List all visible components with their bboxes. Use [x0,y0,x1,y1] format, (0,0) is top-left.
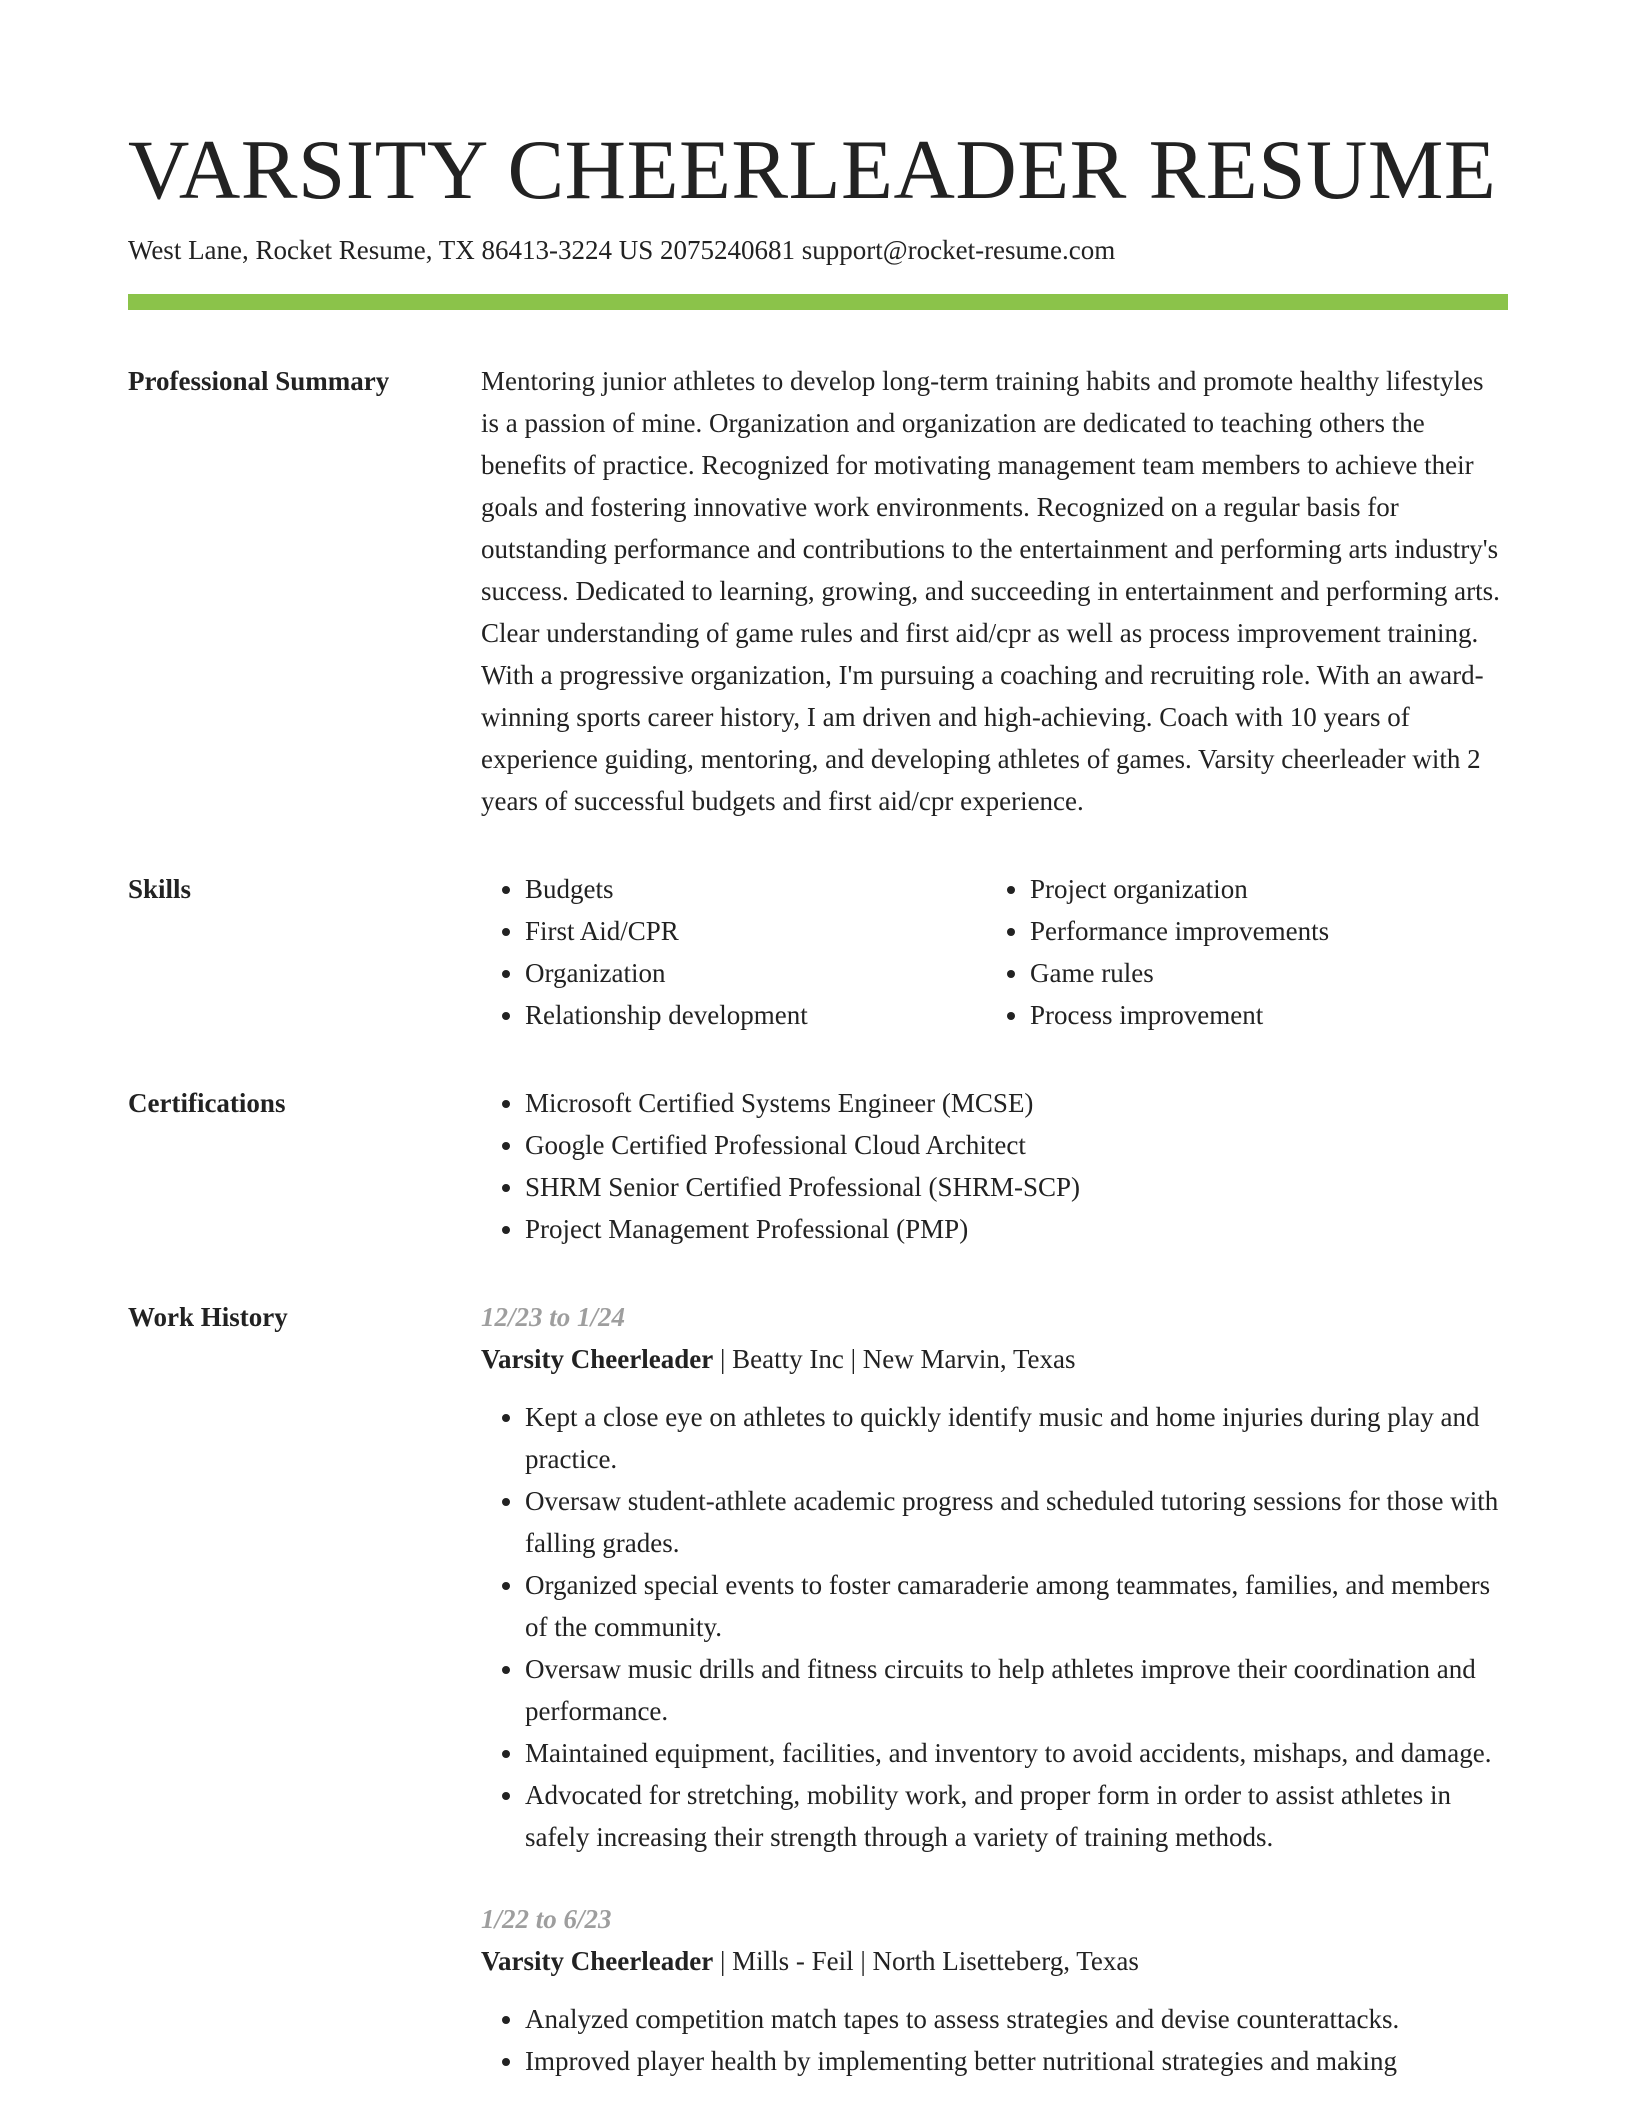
job-dates: 1/22 to 6/23 [481,1904,612,1934]
job-duty-item: • Kept a close eye on athletes to quickly identify music and home injuries during play and practice. [525,1396,1508,1480]
certification-item: • SHRM Senior Certified Professional (SHRM-SCP) [525,1166,1508,1208]
job-duty-item: • Maintained equipment, facilities, and inventory to avoid accidents, mishaps, and damage. [525,1732,1508,1774]
job-heading [481,1338,1508,1380]
job-title: Varsity Cheerleader [481,1344,714,1374]
job-duty-item: • Advocated for stretching, mobility work, and proper form in order to assist athletes in safely increasing their strength through a variety of training methods. [525,1774,1508,1858]
resume-page [128,120,1508,2122]
skills-heading: Skills [128,874,192,904]
work-history-entries [481,1296,1508,2122]
job-duty-item: • Organized special events to foster camaraderie among teammates, families, and members of the community. [525,1564,1508,1648]
contact-line: West Lane, Rocket Resume, TX 86413-3224 US 2075240681 support@rocket-resume.com [128,235,1116,265]
skill-item: • Project organization [1030,868,1491,910]
job-duties-list [481,1396,1508,1858]
certification-item: • Google Certified Professional Cloud Architect [525,1124,1508,1166]
job-duty-item: • Oversaw music drills and fitness circuits to help athletes improve their coordination and performance. [525,1648,1508,1732]
skills-list-left [481,868,986,1036]
job-employer-location: | Mills - Feil | North Lisetteberg, Texas [713,1946,1139,1976]
certification-item: • Project Management Professional (PMP) [525,1208,1508,1250]
summary-section [128,360,1508,822]
job-entry [481,1296,1508,1858]
job-dates: 12/23 to 1/24 [481,1302,626,1332]
work-history-heading: Work History [128,1302,288,1332]
certifications-section [128,1082,1508,1250]
job-duty-item: • Improved player health by implementing better nutritional strategies and making [525,2040,1508,2082]
job-duty-item: • Oversaw student-athlete academic progress and scheduled tutoring sessions for those with falling grades. [525,1480,1508,1564]
summary-heading: Professional Summary [128,366,390,396]
job-employer-location: | Beatty Inc | New Marvin, Texas [713,1344,1076,1374]
certifications-list [481,1082,1508,1250]
skill-item: • Relationship development [525,994,986,1036]
skills-section [128,868,1508,1036]
accent-divider [128,294,1508,310]
certification-item: • Microsoft Certified Systems Engineer (MCSE) [525,1082,1508,1124]
skill-item: • Game rules [1030,952,1491,994]
skill-item: • Organization [525,952,986,994]
job-duty-item: • Analyzed competition match tapes to assess strategies and devise counterattacks. [525,1998,1508,2040]
skills-list-right [986,868,1491,1036]
job-duties-list [481,1998,1508,2082]
skill-item: • Performance improvements [1030,910,1491,952]
job-title: Varsity Cheerleader [481,1946,714,1976]
skill-item: • Process improvement [1030,994,1491,1036]
skill-item: • First Aid/CPR [525,910,986,952]
work-history-section [128,1296,1508,2122]
job-heading [481,1940,1508,1982]
certifications-heading: Certifications [128,1088,286,1118]
skills-grid [481,868,1508,1036]
job-entry [481,1898,1508,2082]
resume-title: VARSITY CHEERLEADER RESUME [128,123,1497,217]
summary-text: Mentoring junior athletes to develop long-term training habits and promote healthy lifestyles is a passion of mine. Organization and organization are dedicated to teaching others the benefits of practice. Recognized for motivating management team members to achieve their goals and fostering innovative work environments. Recognized on a regular basis for outstanding performance and contributions to the entertainment and performing arts industry's success. Dedicated to learning, growing, and succeeding in entertainment and performing arts. Clear understanding of game rules and first aid/cpr as well as process improvement training. With a progressive organization, I'm pursuing a coaching and recruiting role. With an award-winning sports career history, I am driven and high-achieving. Coach with 10 years of experience guiding, mentoring, and developing athletes of games. Varsity cheerleader with 2 years of successful budgets and first aid/cpr experience. [481,366,1500,816]
skill-item: • Budgets [525,868,986,910]
